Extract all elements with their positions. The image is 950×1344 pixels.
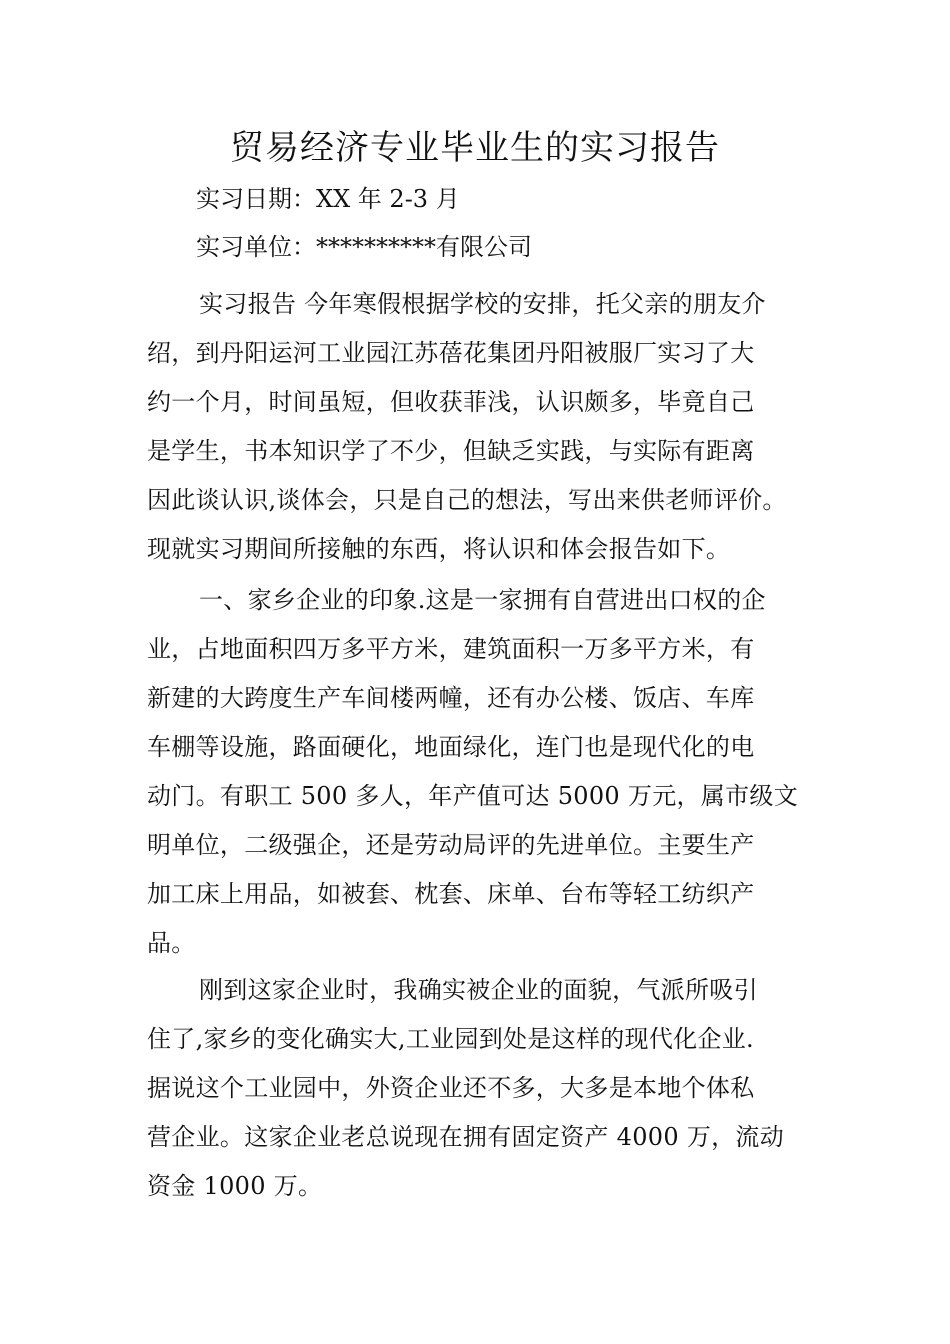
internship-date: 实习日期：XX 年 2-3 月	[196, 185, 460, 213]
paragraph-company-impression	[147, 576, 822, 968]
document-title: 贸易经济专业毕业生的实习报告	[230, 128, 720, 168]
paragraph-line: 新建的大跨度生产车间楼两幢，还有办公楼、饭店、车库	[147, 684, 755, 712]
paragraph-line: 动门。有职工 500 多人，年产值可达 5000 万元，属市级文	[147, 782, 799, 810]
paragraph-intro	[147, 280, 827, 574]
paragraph-line: 一、家乡企业的印象.这是一家拥有自营进出口权的企	[199, 586, 766, 614]
internship-unit: 实习单位：**********有限公司	[196, 233, 532, 261]
paragraph-line: 住了,家乡的变化确实大,工业园到处是这样的现代化企业.	[147, 1025, 754, 1053]
paragraph-line: 绍，到丹阳运河工业园江苏蓓花集团丹阳被服厂实习了大	[147, 339, 755, 367]
paragraph-line: 约一个月，时间虽短，但收获菲浅，认识颇多，毕竟自己	[147, 388, 755, 416]
paragraph-line: 是学生，书本知识学了不少，但缺乏实践，与实际有距离	[147, 437, 755, 465]
paragraph-line: 车棚等设施，路面硬化，地面绿化，连门也是现代化的电	[147, 733, 755, 761]
paragraph-line: 刚到这家企业时，我确实被企业的面貌，气派所吸引	[199, 976, 758, 1004]
paragraph-line: 因此谈认识,谈体会，只是自己的想法，写出来供老师评价。	[147, 486, 787, 514]
paragraph-line: 实习报告 今年寒假根据学校的安排，托父亲的朋友介	[199, 290, 766, 318]
paragraph-line: 明单位，二级强企，还是劳动局评的先进单位。主要生产	[147, 831, 755, 859]
paragraph-line: 加工床上用品，如被套、枕套、床单、台布等轻工纺织产	[147, 880, 755, 908]
paragraph-line: 据说这个工业园中，外资企业还不多，大多是本地个体私	[147, 1074, 755, 1102]
paragraph-line: 营企业。这家企业老总说现在拥有固定资产 4000 万，流动	[147, 1123, 785, 1151]
paragraph-line: 现就实习期间所接触的东西，将认识和体会报告如下。	[147, 535, 731, 563]
paragraph-first-arrival	[147, 966, 822, 1211]
paragraph-line: 业，占地面积四万多平方米，建筑面积一万多平方米，有	[147, 635, 755, 663]
paragraph-line: 资金 1000 万。	[147, 1172, 323, 1200]
paragraph-line: 品。	[147, 929, 196, 957]
